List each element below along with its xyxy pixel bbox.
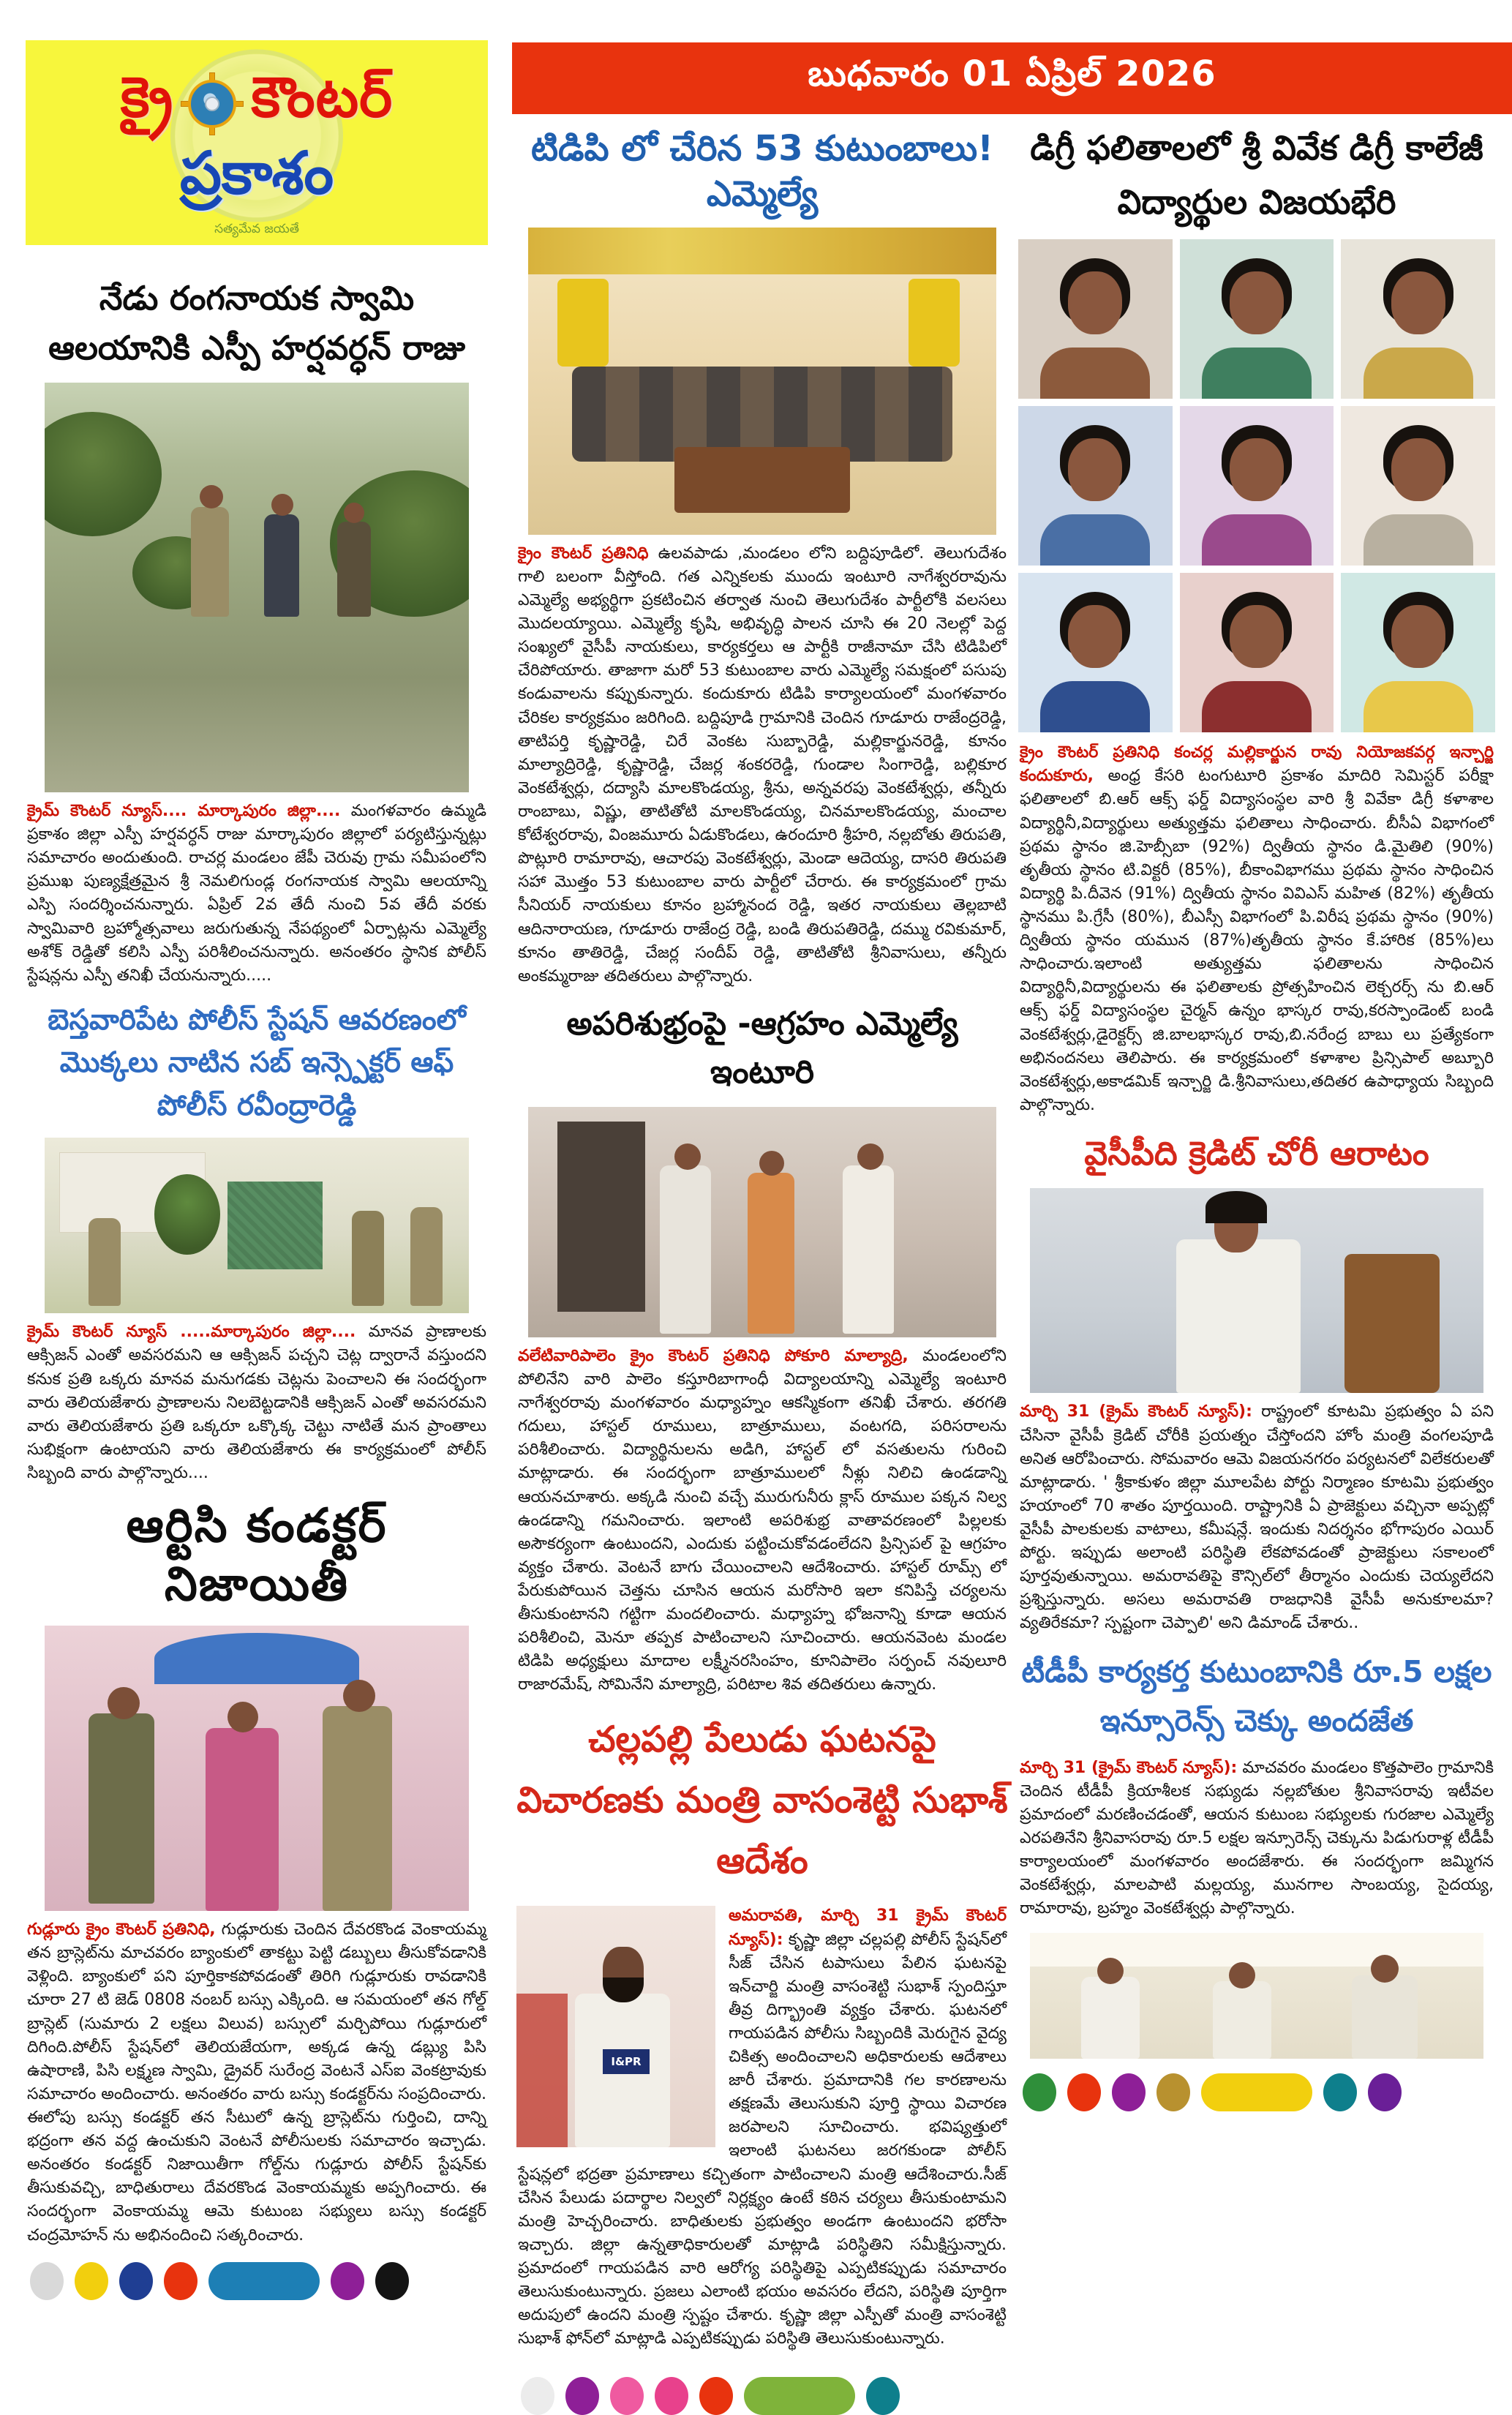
article-text: మాచవరం మండలం కొత్తపాలెం గ్రామానికి చెందిన టీడీపీ క్రియాశీలక సభ్యుడు నల్లబోతుల శ్రీనివాసరావు ఇటీవల ప్రమాదంలో మరణించడంతో, ఆయన కుటుంబ సభ్యులకు గురజాల ఎమ్మెల్యే ఎరపతినేని శ్రీనివాసరావు రూ.5 లక్షల ఇన్సూరెన్స్ చెక్కును పిడుగురాళ్ల టీడీపీ కార్యాలయంలో మంగళవారం అందజేశారు. ఈ సందర్భంగా జమ్మిగన వెంకటేశ్వర్లు, మాలపాటి మల్లయ్య, మునగాల సాంబయ్య, సైదయ్య, రామారావు, బ్రహ్మం వెంకటేశ్వర్లు పాల్గొన్నారు.: [1020, 1758, 1494, 1918]
person-head: [108, 1687, 140, 1719]
photo-minister-press-meet: [516, 1906, 715, 2147]
police-banner-arc: [154, 1633, 359, 1684]
student-torso: [1202, 514, 1312, 566]
photo-rtc-handover: [45, 1626, 469, 1911]
masthead-logo: [26, 40, 488, 245]
student-torso: [1364, 348, 1473, 399]
logo-word-counter: కౌంటర్: [251, 64, 394, 129]
student-torso: [1040, 514, 1150, 566]
decorative-dot: [610, 2377, 644, 2415]
student-face: [1230, 271, 1284, 334]
logo-word-crime: క్రై: [120, 64, 174, 129]
person-head: [857, 1143, 884, 1170]
decorative-dot: [1023, 2073, 1056, 2111]
police-person: [89, 1218, 121, 1306]
person-white-shirt: [1352, 1975, 1418, 2059]
sapling-tree: [154, 1174, 220, 1255]
tdp-flag: [909, 279, 960, 367]
seal-caption: సత్యమేవ జయతే: [214, 222, 299, 236]
headline-blast-inquiry: చల్లపల్లి పేలుడు ఘటనపై విచారణకు మంత్రి వాసంశెట్టి సుభాశ్ ఆదేశం: [516, 1718, 1008, 1882]
article-lead: క్రైమ్ కౌంటర్ న్యూస్.... మార్కాపురం జిల్లా....: [27, 802, 341, 820]
article-dateline: మార్చి 31 (క్రైమ్ కౌంటర్ న్యూస్):: [1020, 1758, 1238, 1777]
tree-blob: [45, 412, 162, 536]
article-body-tdp-joinings: [518, 542, 1007, 988]
photo-school-inspection: [528, 1107, 996, 1337]
article-blast-inquiry: [516, 1901, 1008, 2362]
decorative-dot: [119, 2262, 153, 2300]
stage-banner: [528, 228, 996, 274]
headline-sp-temple-visit: నేడు రంగనాయక స్వామి ఆలయానికి ఎస్పీ హర్షవర్ధన్ రాజు: [48, 279, 465, 367]
photo-cheque-handover: [1030, 1933, 1483, 2059]
hair: [1206, 1191, 1267, 1223]
person-head: [759, 1151, 784, 1176]
article-lead: క్రైమ్ కౌంటర్ న్యూస్ .....మార్కాపురం జిల్లా....: [27, 1323, 356, 1342]
student-photo-grid: [1018, 239, 1495, 732]
person-white-shirt: [660, 1165, 711, 1334]
ceiling: [1030, 1933, 1483, 1967]
person-silhouette: [748, 1173, 794, 1334]
article-lead: క్రైం కౌంటర్ ప్రతినిధి: [518, 544, 649, 563]
student-photo: [1180, 406, 1334, 566]
person-white-shirt: [1213, 1981, 1271, 2059]
headline-ycp-credit: వైసీపీది క్రెడిట్ చోరీ ఆరాటం: [1084, 1133, 1429, 1173]
minister-figure: [1176, 1239, 1301, 1393]
decorative-dot: [521, 2377, 554, 2415]
headline-plantation: బెస్తవారిపేట పోలీస్ స్టేషన్ ఆవరణంలో మొక్కలు నాటిన సబ్ ఇన్స్పెక్టర్ ఆఫ్ పోలీస్ రవీంద్రారెడ్డి: [48, 1003, 466, 1122]
student-photo: [1018, 406, 1173, 566]
person-head: [1371, 1955, 1399, 1983]
student-face: [1068, 438, 1122, 501]
decorative-dots-left: [30, 2262, 488, 2300]
logo-word-prakasam: ప్రకాశం: [180, 138, 334, 207]
police-officer: [323, 1706, 392, 1911]
student-face: [1230, 605, 1284, 668]
photo-plantation-drive: [45, 1138, 469, 1313]
article-text: రాష్ట్రంలో కూటమి ప్రభుత్వం ఏ పని చేసినా వైసీపీ క్రెడిట్ చోరీకి ప్రయత్నం చేస్తోందని హోం మంత్రి వంగలపూడి అనిత ఆరోపించారు. సోమవారం ఆమె విజయనగరం పర్యటనలో విలేకరులతో మాట్లాడారు. ' శ్రీకాకుళం జిల్లా మూలపేట పోర్టు నిర్మాణం కూటమి ప్రభుత్వం హయాంలో 70 శాతం పూర్తయింది. రాష్ట్రానికి ఏ ప్రాజెక్టులు వచ్చినా అప్పట్లో వైసీపీ పాలకులకు వాటాలు, కమీషన్లే. ఇందుకు నిదర్శనం భోగాపురం ఎయిర్ పోర్టు. ఇప్పుడు అలాంటి పరిస్థితి లేకపోవడంతో ప్రాజెక్టులు సకాలంలో పూర్తవుతున్నాయి. అమరావతిపై కౌన్సిల్‌లో తీర్మానం ఎందుకు చెయ్యలేదని ప్రశ్నిస్తున్నారు. అసలు అమరావతి రాజధానికి వైసీపీ అనుకూలమా? వ్యతిరేకమా? స్పష్టంగా చెప్పాలి' అని డిమాండ్ చేశారు..: [1020, 1402, 1494, 1633]
article-text: మండలంలోని పోలినేని వారి పాలెం కస్తూరిబాగాంధీ విద్యాలయాన్ని ఎమ్మెల్యే ఇంటూరి నాగేశ్వరరావు మంగళవారం మధ్యాహ్నం ఆకస్మికంగా తనిఖీ చేశారు. తరగతి గదులు, హాస్టల్ రూములు, బాత్రూములు, వంటగది, పరిసరాలను పరిశీలించారు. విద్యార్థినులను అడిగి, హాస్టల్ లో వసతులను గురించి మాట్లాడారు. ఈ సందర్భంగా బాత్రూములలో నీళ్లు నిలిచి ఉండడాన్ని ఆయనచూశారు. అక్కడి నుంచి వచ్చే మురుగునీరు క్లాస్ రూముల పక్కన నిల్వ ఉండడాన్ని గమనించారు. ఇలాంటి అపరిశుభ్ర వాతావరణంలో పిల్లలకు అసౌకర్యంగా ఉంటుందని, ఎందుకు పట్టించుకోవడంలేదని ప్రిన్సిపల్ పై ఆగ్రహం వ్యక్తం చేశారు. వెంటనే బాగు చేయించాలని ఆదేశించారు. హాస్టల్ రూమ్స్ లో పేరుకుపోయిన చెత్తను చూసిన ఆయన మరోసారి ఇలా కనిపిస్తే చర్యలను తీసుకుంటానని గట్టిగా మందలించారు. మధ్యాహ్న భోజనాన్ని కూడా ఆయన పరిశీలించి, మెనూ తప్పక పాటించాలని సూచించారు. ఆయనవెంట మండల టిడిపి అధ్యక్షులు మాదాల లక్ష్మీనరసింహం, కూనిపాలెం సర్పంచ్ నవులూరి రాజారమేష్, సోమినేని మాల్యాద్రి, పరిటాల శివ తదితరులు ఉన్నారు.: [518, 1346, 1007, 1694]
wooden-chair: [1344, 1254, 1440, 1393]
decorative-dot: [565, 2377, 599, 2415]
student-photo: [1341, 239, 1495, 399]
student-face: [1391, 438, 1445, 501]
photo-home-minister: [1030, 1188, 1483, 1393]
column-middle: [516, 121, 1008, 2415]
article-body-sp-visit: [27, 800, 486, 988]
headline-insurance-cheque: టీడీపీ కార్యకర్త కుటుంబానికి రూ.5 లక్షల ఇన్సూరెన్స్ చెక్కు అందజేత: [1021, 1653, 1492, 1739]
person-silhouette: [89, 1713, 154, 1904]
article-body-ycp-credit: [1020, 1400, 1494, 1635]
person-head: [200, 485, 223, 508]
headline-rtc-conductor: ఆర్టిసి కండక్టర్ నిజాయితీ: [126, 1499, 388, 1612]
headline-mla-inspection: అపరిశుభ్రంపై -ఆగ్రహం ఎమ్మెల్యే ఇంటూరి: [566, 1004, 958, 1091]
article-body-rtc: [27, 1918, 486, 2247]
doorway: [557, 1122, 645, 1312]
column-right: [1018, 117, 1495, 2111]
photo-sp-field-visit: [45, 383, 469, 792]
person-white-shirt: [1081, 1977, 1140, 2059]
student-photo: [1018, 239, 1173, 399]
article-dateline: మార్చి 31 (క్రైమ్ కౌంటర్ న్యూస్):: [1020, 1402, 1252, 1421]
student-photo: [1180, 239, 1334, 399]
decorative-dot: [699, 2377, 733, 2415]
decorative-dot: [744, 2377, 855, 2415]
woman-in-sari: [206, 1728, 279, 1911]
decorative-dots-right: [1023, 2073, 1495, 2111]
student-face: [1391, 605, 1445, 668]
headline-degree-results: డిగ్రీ ఫలితాలలో శ్రీ వివేక డిగ్రీ కాలేజీ విద్యార్థుల విజయభేరి: [1030, 128, 1483, 222]
decorative-dot: [375, 2262, 409, 2300]
decorative-dot: [30, 2262, 64, 2300]
date-banner: [512, 42, 1512, 114]
person-head: [1097, 1958, 1124, 1984]
green-shade-net: [227, 1182, 323, 1269]
person-head: [344, 503, 364, 523]
article-text: మానవ ప్రాణాలకు ఆక్సిజన్ ఎంతో అవసరమని ఆ ఆక్సిజన్ పచ్చని చెట్ల ద్వారానే వస్తుందని కనుక ప్రతి ఒక్కరు మానవ మనుగడకు చెట్లను పెంచాలని ఈ సందర్భంగా వారు తెలియజేశారు ప్రాణాలను నిలబెట్టడానికి ఆక్సిజన్ ఎంతో అవసరమని వారు తెలియజేశారు ప్రతి ఒక్కరూ ఒక్కొక్క చెట్టు నాటితే మన ప్రాంతాలు సుభిక్షంగా ఉంటాయని వారు తెలియజేశారు ఈ కార్యక్రమంలో పోలీస్ సిబ్బంది వారు పాల్గొన్నారు....: [27, 1323, 486, 1483]
article-body-inspection: [518, 1345, 1007, 1697]
article-body-insurance: [1020, 1757, 1494, 1921]
student-face: [1230, 438, 1284, 501]
article-body-degree-results: [1020, 741, 1494, 1117]
logo-title-row: [121, 64, 394, 143]
person-silhouette-officer: [191, 507, 229, 617]
person-white-shirt: [843, 1165, 894, 1334]
decorative-dot: [1323, 2073, 1357, 2111]
student-photo: [1018, 573, 1173, 732]
article-text: అంధ్ర కేసరి టంగుటూరి ప్రకాశం మాదిరి సెమిస్టర్ పరీక్షా ఫలితాలలో బి.ఆర్ ఆక్స్ ఫర్డ్ విద్యాసంస్థల వారి శ్రీ వివేకా డిగ్రీ కళాశాల విద్యార్థినీ,విద్యార్థులు అత్యుత్తమ ఫలితాలు సాధించారు. బీసీఏ విభాగంలో ప్రథమ స్థానం జి.హెబ్సీబా (92%) ద్వితీయ స్థానం డి.మైతిలి (90%) తృతీయ స్థానం టి.విక్టరీ (85%), బీకాంవిభాగము ప్రథమ స్థానం సాధించిన విద్యార్థి పి.దీవెన (91%) ద్వితీయ స్థానం వివిఎస్ మహిత (82%) తృతీయ స్థానము పి.గ్రేసీ (80%), బీఎస్సీ విభాగంలో పి.విరీష ప్రథమ స్థానం (90%) ద్వితీయ స్థానం యమున (87%)తృతీయ స్థానం కే.హారిక (85%)లు సాధించారు.ఇలాంటి అత్యుత్తమ ఫలితాలను సాధించిన విద్యార్థినీ,విద్యార్థులను ఈ ఫలితాలకు ప్రోత్సహించిన లెక్చరర్స్ ను బి.ఆర్ ఆక్స్ ఫర్డ్ విద్యాసంస్థల చైర్మన్ ఉన్నం భాస్కర రావు,కరస్పాండెంట్ బండి వెంకటేశ్వర్లు,డైరెక్టర్స్ జి.బాలభాస్కర రావు,బి.నరేంద్ర బాబు లు ప్రత్యేకంగా అభినందనలు తెలిపారు. ఈ కార్యక్రమంలో కళాశాల ప్రిన్సిపాల్ అబ్బూరి వెంకటేశ్వర్లు,అకాడమిక్ ఇన్చార్జి డి.శ్రీనివాసులు,తదితర ఉపాధ్యాయ సిబ్బంది పాల్గొన్నారు.: [1020, 767, 1494, 1114]
article-lead: వలేటివారిపాలెం క్రైం కౌంటర్ ప్రతినిధి పోకూరి మాల్యాద్రి,: [518, 1346, 909, 1365]
student-photo: [1341, 406, 1495, 566]
student-face: [1391, 271, 1445, 334]
decorative-dot: [1368, 2073, 1402, 2111]
student-face: [1068, 271, 1122, 334]
column-left: [26, 269, 488, 2300]
person-head: [271, 494, 293, 516]
student-torso: [1202, 681, 1312, 732]
article-text: మంగళవారం ఉమ్మడి ప్రకాశం జిల్లా ఎస్పీ హర్షవర్ధన్ రాజు మార్కాపురం జిల్లాలో పర్యటిస్తున్నట్లు సమాచారం అందుతుంది. రాచర్ల మండలం జేపీ చెరువు గ్రామ సమీపంలోని ప్రముఖ పుణ్యక్షేత్రమైన శ్రీ నెమలిగుండ్ల రంగనాయక స్వామి ఆలయాన్ని ఎస్పి సందర్శించనున్నారు. ఏప్రిల్ 2వ తేదీ నుంచి 5వ తేదీ వరకు స్వామివారి బ్రహ్మోత్సవాలు జరుగుతున్న నేపథ్యంలో ఏర్పాట్లను ఎమ్మెల్యే అశోక్ రెడ్డితో కలిసి ఎస్పీ పరిశీలించనున్నారు. అనంతరం స్థానిక పోలీస్ స్టేషన్లను ఎస్పీ తనిఖీ చేయనున్నారు.....: [27, 802, 486, 985]
student-photo: [1341, 573, 1495, 732]
edition-date: బుధవారం 01 ఏప్రిల్ 2026: [808, 53, 1216, 94]
decorative-dot: [866, 2377, 900, 2415]
article-body-plantation: [27, 1321, 486, 1485]
person-head: [227, 1702, 258, 1732]
student-torso: [1040, 681, 1150, 732]
decorative-dot: [1067, 2073, 1101, 2111]
headline-tdp-joinings: టిడిపి లో చేరిన 53 కుటుంబాలు!ఎమ్మెల్యే: [530, 128, 994, 215]
decorative-dots-middle: [521, 2377, 1008, 2415]
photo-tdp-joining-event: [528, 228, 996, 535]
crosshair-icon: [181, 72, 244, 135]
person-head: [1229, 1962, 1255, 1988]
tdp-flag: [557, 279, 609, 367]
person-head: [343, 1680, 375, 1712]
article-dateline: అమరావతి, మార్చి 31 క్రైమ్ కౌంటర్ న్యూస్):: [729, 1907, 1007, 1949]
student-face: [1068, 605, 1122, 668]
person-silhouette: [337, 522, 371, 617]
student-photo: [1180, 573, 1334, 732]
decorative-dot: [1112, 2073, 1146, 2111]
police-person: [410, 1207, 443, 1306]
decorative-dot: [208, 2262, 320, 2300]
student-torso: [1364, 681, 1473, 732]
decorative-dot: [1156, 2073, 1190, 2111]
article-text: గుడ్లూరుకు చెందిన దేవరకొండ వెంకాయమ్మ తన బ్రాస్లెట్‌ను మాచవరం బ్యాంకులో తాకట్టు పెట్టి డబ్బులు తీసుకోవడానికి వెళ్లింది. బ్యాంకులో పని పూర్తికాకపోవడంతో తిరిగి గుడ్లూరుకు రావడానికి చూరా 27 టి జెడ్ 0808 నంబర్ బస్సు ఎక్కింది. ఆ సమయంలో తన గోల్డ్ బ్రాస్లెట్ (సుమారు 2 లక్షలు విలువ) బస్సులో మర్చిపోయి గుడ్లూరులో దిగింది.పోలీస్ స్టేషన్‌లో తెలియజేయగా, అక్కడ ఉన్న డబ్ల్యు పిసి ఉషారాణి, పిసి లక్ష్మణ స్వామి, డ్రైవర్ సురేంద్ర వెంటనే ఎస్ఐ వెంకట్రావుకు సమాచారం అందించారు. అనంతరం వారు బస్సు కండక్టర్‌ను సంప్రదించారు. ఈలోపు బస్సు కండక్టర్ తన సీటులో ఉన్న బ్రాస్లెట్‌ను గుర్తించి, దాన్ని భద్రంగా తన వద్ద ఉంచుకుని వెంటనే పోలీసులకు సమాచారం ఇచ్చాడు. అనంతరం కండక్టర్ నిజాయితీగా గోల్డ్‌ను గుడ్లూరు పోలీస్ స్టేషన్‌కు తీసుకువచ్చి, బాధితురాలు దేవరకొండ వెంకాయమ్మకు అప్పగించారు. ఈ సందర్భంగా వెంకాయమ్మ ఆమె కుటుంబ సభ్యులు బస్సు కండక్టర్ చంద్రమోహన్ ను అభినందించి సత్కరించారు.: [27, 1920, 487, 2245]
backdrop-text-strip: [516, 1994, 568, 2147]
student-torso: [1364, 514, 1473, 566]
office-table: [674, 447, 850, 513]
decorative-dot: [75, 2262, 108, 2300]
article-text: ఉలవపాడు ,మండలం లోని బద్దిపూడిలో. తెలుగుదేశం గాలి బలంగా వీస్తోంది. గత ఎన్నికలకు ముందు ఇంటూరి నాగేశ్వరరావును ఎమ్మెల్యే అభ్యర్థిగా ప్రకటించిన తర్వాత నుంచి తెలుగుదేశం పార్టీలోకి వలసలు మొదలయ్యాయి. ఎమ్మెల్యే కృషి, అభివృద్ధి పాలన చూసి ఈ 20 నెలల్లో పెద్ద సంఖ్యలో వైసీపీ నాయకులు, కార్యకర్తలు ఆ పార్టీకి రాజీనామా చేసి టిడిపిలో చేరిపోయారు. తాజాగా మరో 53 కుటుంబాల వారు ఎమ్మెల్యే సమక్షంలో పసుపు కండువాలను కప్పుకున్నారు. కందుకూరు టిడిపి కార్యాలయంలో మంగళవారం చేరికల కార్యక్రమం జరిగింది. బద్దిపూడి గ్రామానికి చెందిన గూడూరు రాజేంద్రరెడ్డి, తాటిపర్తి కృష్ణారెడ్డి, చిరే వెంకట సుబ్బారెడ్డి, మల్లికార్జునరెడ్డి, కూనం మాల్యాద్రిరెడ్డి, కృష్ణారెడ్డి, చేజర్ల శంకరరెడ్డి, గుండాల సింగారెడ్డి, బల్లికూర వెంకటేశ్వర్లు, దద్యాసి మాలకొండయ్య, శ్రీను, అన్నవరపు వెంకటేశ్వర్లు, తన్నీరు రాంబాబు, విష్ణు, తాటితోటి మాలకొండయ్య, చినమాలకొండయ్య, మంచాల కోటేశ్వరరావు, వింజమూరు ఏడుకొండలు, ఉరందూరి శ్రీహరి, నల్లబోతు తిరుపతి, పొట్లూరి రామారావు, ఆచారపు వెంకటేశ్వర్లు, మెండా ఆదెయ్య, దాసరి తిరుపతి సహా మొత్తం 53 కుటుంబాల వారు పార్టీలో చేరారు. ఈ కార్యక్రమంలో గ్రామ సీనియర్ నాయకులు కూనం బ్రహ్మానంద రెడ్డి, ఇతర నాయకులు తెల్లబాటి ఆదినారాయణ, గూడూరు రాజేంద్ర రెడ్డి, బండి తిరుపతిరెడ్డి, దమ్ము రవికుమార్, కూనం తాతిరెడ్డి, చేజర్ల సందీప్ రెడ్డి, తాటితోటి శ్రీనివాసులు, తన్నీరు అంకమ్మరాజు తదితరులు పాల్గొన్నారు.: [518, 544, 1007, 985]
person-head: [674, 1143, 701, 1170]
article-lead: గుడ్లూరు క్రైం కౌంటర్ ప్రతినిధి,: [27, 1920, 216, 1939]
decorative-dot: [164, 2262, 198, 2300]
student-torso: [1202, 348, 1312, 399]
decorative-dot: [331, 2262, 364, 2300]
person-silhouette: [264, 514, 299, 617]
mic-flag-iandpr: I&PR: [603, 2049, 650, 2074]
article-text: కృష్ణా జిల్లా చల్లపల్లి పోలీస్ స్టేషన్‌లో సీజ్ చేసిన టపాసులు పేలిన ఘటనపై ఇన్‌చార్జి మంత్రి వాసంశెట్టి సుభాశ్ స్పందిస్తూ తీవ్ర దిగ్భ్రాంతి వ్యక్తం చేశారు. ఘటనలో గాయపడిన పోలీసు సిబ్బందికి మెరుగైన వైద్య చికిత్స అందించాలని అధికారులకు ఆదేశాలు జారీ చేశారు. ప్రమాదానికి గల కారణాలను తక్షణమే తెలుసుకుని పూర్తి స్థాయి విచారణ జరపాలని సూచించారు. భవిష్యత్తులో ఇలాంటి ఘటనలు జరగకుండా పోలీస్ స్టేషన్లలో భద్రతా ప్రమాణాలు కచ్చితంగా పాటించాలని మంత్రి ఆదేశించారు.సీజ్ చేసిన పేలుడు పదార్థాల నిల్వలో నిర్లక్ష్యం ఉంటే కఠిన చర్యలు తీసుకుంటామని మంత్రి హెచ్చరించారు. బాధితులకు ప్రభుత్వం అండగా ఉంటుందని భరోసా ఇచ్చారు. జిల్లా ఉన్నతాధికారులతో మాట్లాడి పరిస్థితిని సమీక్షిస్తున్నారు. ప్రమాదంలో గాయపడిన వారి ఆరోగ్య పరిస్థితిపై ఎప్పటికప్పుడు సమాచారం తెలుసుకుంటున్నారు. ప్రజలు ఎలాంటి భయం అవసరం లేదని, పరిస్థితి పూర్తిగా అదుపులో ఉందని మంత్రి స్పష్టం చేశారు. కృష్ణా జిల్లా ఎస్పీతో మంత్రి వాసంశెట్టి సుభాశ్ ఫోన్‌లో మాట్లాడి ఎప్పటికప్పుడు పరిస్థితి తెలుసుకుంటున్నారు.: [518, 1930, 1007, 2348]
decorative-dot: [655, 2377, 688, 2415]
police-person: [352, 1211, 384, 1306]
article-lead: క్రైం కౌంటర్ ప్రతినిధి కంచర్ల మల్లికార్జున రావు నియోజకవర్గ ఇన్చార్జి కందుకూరు,: [1020, 743, 1494, 786]
student-torso: [1040, 348, 1150, 399]
decorative-dot: [1201, 2073, 1312, 2111]
